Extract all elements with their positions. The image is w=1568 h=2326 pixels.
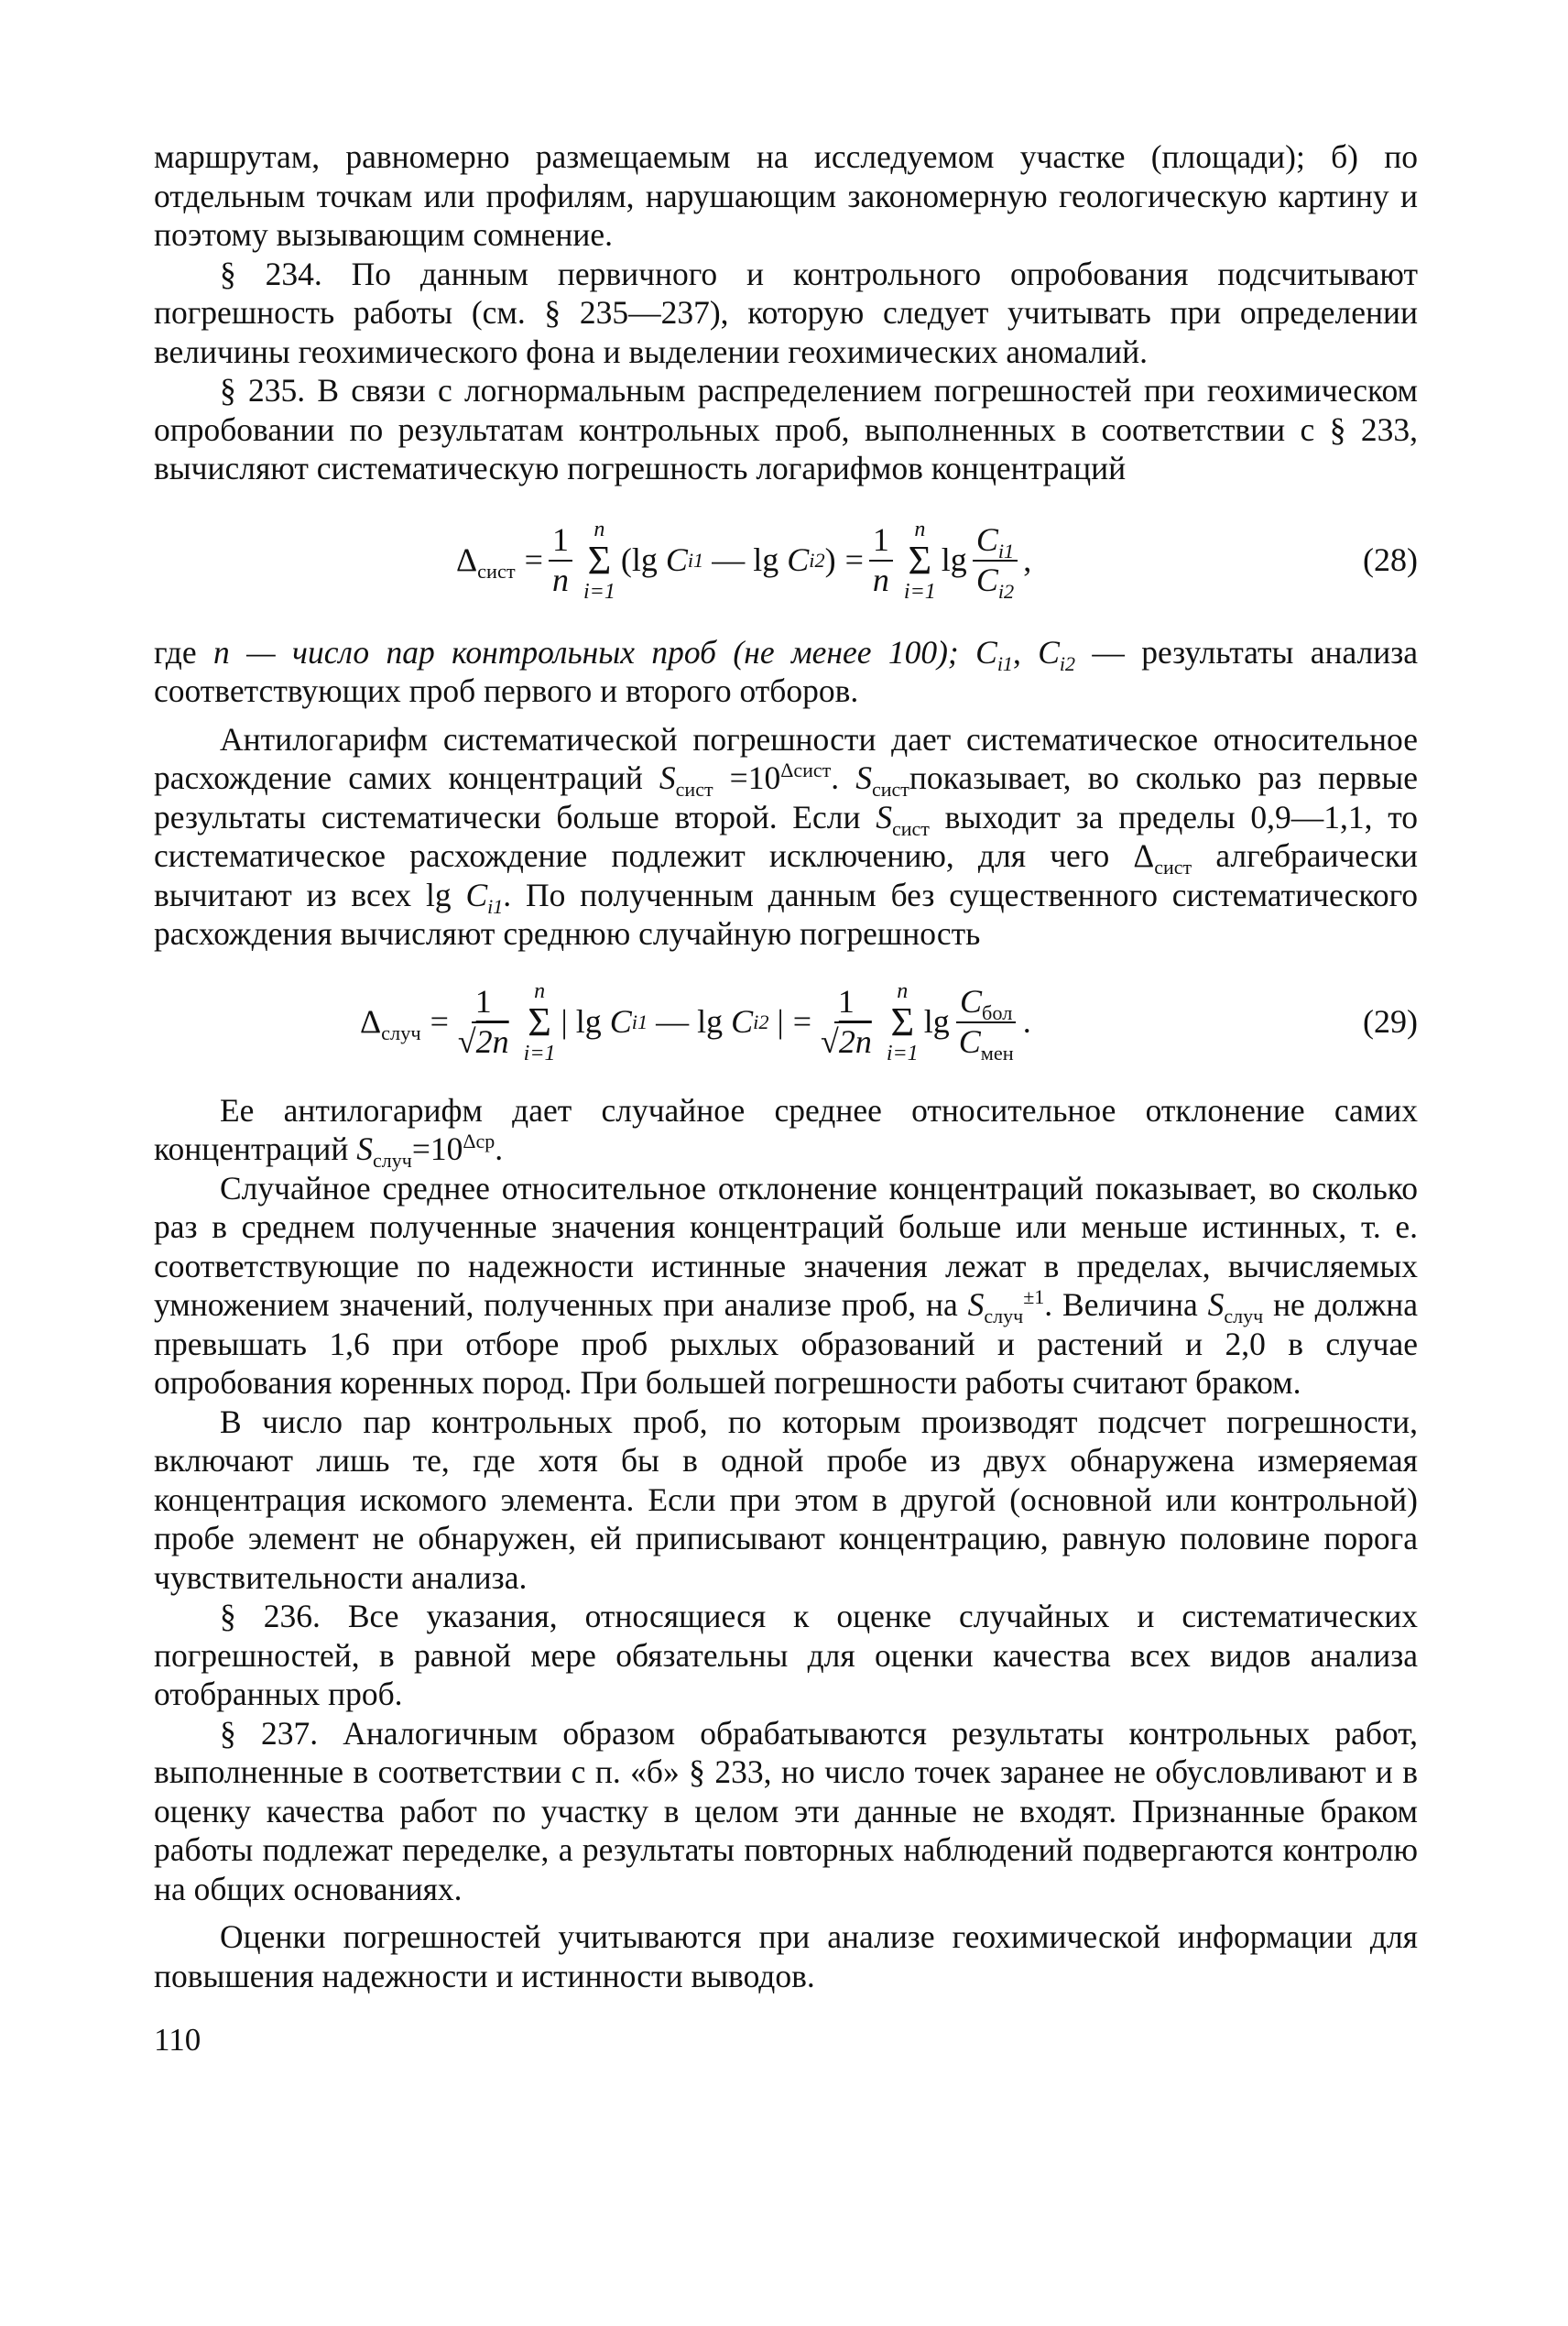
sum-sign-2: n Σ i=1 bbox=[903, 517, 936, 604]
fraction-c-ratio: $\frac{C_{i1}}{C_{i2}}$ bbox=[973, 523, 1018, 598]
paragraph-237: § 237. Аналогичным образом обрабатываются результаты контрольных работ, выполненные в соответствии с п. «б» § 233, но число точек заранее не обусловливают и в оценку качества работ по участку в целом эти данные не входят. Признанные браком работы подлежат переделке, а результаты повторных наблюдений подвергаются контролю на общих основаниях. bbox=[154, 1714, 1418, 1907]
paragraph-234: § 234. По данным первичного и контрольного опробования подсчитывают погрешность работы (см. § 235—237), которую следует учитывать при определении величины геохимического фона и выделении геохимических аномалий. bbox=[154, 255, 1418, 370]
delta-sluch: $\Delta_{случ}$ bbox=[360, 1003, 421, 1045]
sum-sign: n Σ i=1 bbox=[583, 517, 615, 604]
fraction-one-over-n: $\frac{1}{n}$ bbox=[549, 523, 572, 598]
fraction-one-over-sqrt2n: $\frac{1}{√2n}$ bbox=[457, 982, 509, 1060]
paragraph-random-deviation: Случайное среднее относительное отклонение концентраций показывает, во сколько раз в среднем полученные значения концентраций больше или меньше истинных, т. е. соответствующие по надежности истинные значения лежат в пределах, вычисляемых умножением значений, полученных при анализе проб, на $S_{случ}^{\pm 1}$. Величина $S_{случ}$ не должна превышать 1,6 при отборе проб рыхлых образований и растений и 2,0 в случае опробования коренных пород. При большей погрешности работы считают браком. bbox=[154, 1169, 1419, 1401]
sum-sign-4: n Σ i=1 bbox=[886, 978, 919, 1065]
formula-29-body: $\Delta_{случ}$ = $\frac{1}{√2n}$ n Σ i=1 | lg C i1 — lg C i2 | = $\frac{1}{√2n}$ n Σ i=1 lg $\frac{C_{бол}}{C_{мен}}$ . bbox=[360, 978, 1031, 1065]
equation-number-29: (29) bbox=[1363, 1003, 1418, 1041]
formula-28 bbox=[154, 488, 1418, 633]
page-number: 110 bbox=[154, 2022, 201, 2058]
paragraph-where: где n — число пар контрольных проб (не менее 100); $C_{i1}$, $C_{i2}$ — результаты анализа соответствующих проб первого и второго отборов. bbox=[154, 633, 1419, 709]
page-text bbox=[154, 137, 1418, 2060]
paragraph-conclusion: Оценки погрешностей учитываются при анализе геохимической информации для повышения надежности и истинности выводов. bbox=[154, 1918, 1418, 1994]
formula-29 bbox=[154, 954, 1418, 1091]
fraction-one-over-sqrt2n-2: $\frac{1}{√2n}$ bbox=[821, 982, 872, 1060]
sum-sign-3: n Σ i=1 bbox=[523, 978, 556, 1065]
paragraph-control-pairs: В число пар контрольных проб, по которым производят подсчет погрешности, включают лишь те, где хотя бы в одной пробе из двух обнаружена измеряемая концентрация искомого элемента. Если при этом в другой (основной или контрольной) пробе элемент не обнаружен, ей приписывают концентрацию, равную половине порога чувствительности анализа. bbox=[154, 1403, 1418, 1596]
paragraph-antilog-sluch: Ее антилогарифм дает случайное среднее относительное отклонение самих концентраций $S_{случ}=10^{\Delta ср}$. bbox=[154, 1091, 1418, 1173]
paragraph-235: § 235. В связи с логнормальным распределением погрешностей при геохимическом опробовании по результатам контрольных проб, выполненных в соответствии с § 233, вычисляют систематическую погрешность логарифмов концентраций bbox=[154, 372, 1418, 486]
paragraph-antilog-sist: Антилогарифм систематической погрешности дает систематическое относительное расхождение самих концентраций $S_{сист} =10^{\Delta сист}$. $S_{сист}показывает$, во сколько раз первые результаты систематически больше второй. Если $S_{сист}$ выходит за пределы 0,9—1,1, то систематическое расхождение подлежит исключению, для чего $\Delta_{сист}$ алгебраически вычитают из всех $\lg C_{i1}$. По полученным данным без существенного систематического расхождения вычисляют среднюю случайную погрешность bbox=[154, 720, 1419, 952]
paragraph-236: § 236. Все указания, относящиеся к оценке случайных и систематических погрешностей, в равной мере обязательны для оценки качества всех видов анализа отобранных проб. bbox=[154, 1598, 1418, 1712]
fraction-one-over-n-2: $\frac{1}{n}$ bbox=[869, 523, 893, 598]
fraction-bol-men: $\frac{C_{бол}}{C_{мен}}$ bbox=[955, 985, 1018, 1060]
formula-28-body: $\Delta_{сист}$ = $\frac{1}{n}$ n Σ i=1 (lg C i1 — lg C i2 ) = $\frac{1}{n}$ n Σ i=1 lg $\frac{C_{i1}}{C_{i2}}$ , bbox=[456, 517, 1032, 604]
equation-number-28: (28) bbox=[1363, 541, 1418, 579]
paragraph-continuation: маршрутам, равномерно размещаемым на исследуемом участке (площади); б) по отдельным точкам или профилям, нарушающим закономерную геологическую картину и поэтому вызывающим сомнение. bbox=[154, 138, 1418, 253]
delta-sist: $\Delta_{сист}$ bbox=[456, 541, 516, 584]
